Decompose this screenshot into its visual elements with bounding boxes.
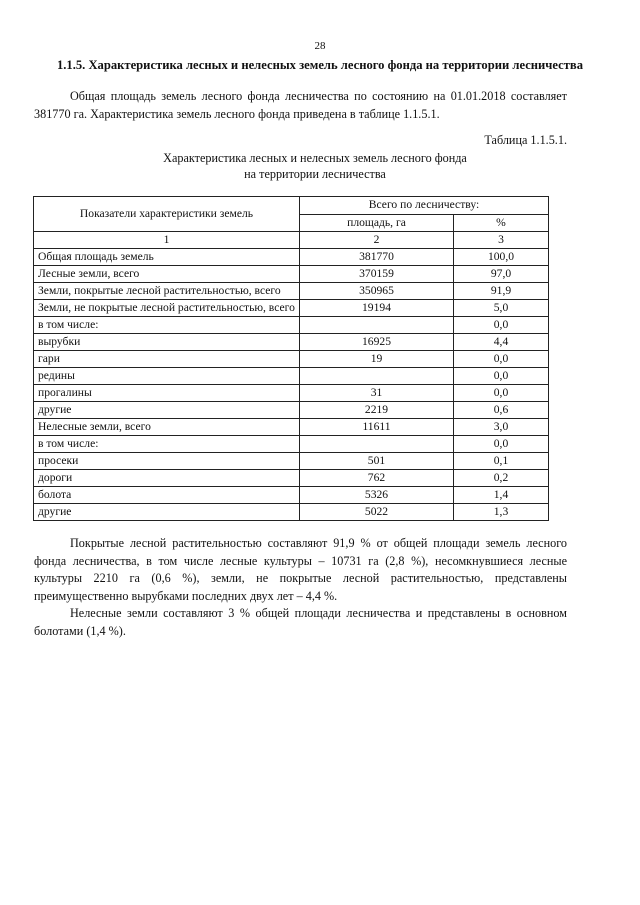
section-heading: 1.1.5. Характеристика лесных и нелесных земель лесного фонда на территории лесничества bbox=[56, 58, 584, 72]
table-row bbox=[34, 402, 549, 419]
table-row bbox=[34, 487, 549, 504]
header-indicator: Показатели характеристики земель bbox=[34, 197, 300, 232]
row-area-cell: 11611 bbox=[300, 419, 454, 436]
row-area-cell bbox=[300, 317, 454, 334]
row-name-cell: другие bbox=[34, 504, 300, 521]
row-name-cell: гари bbox=[34, 351, 300, 368]
paragraph-coverage: Покрытые лесной растительностью составляют 91,9 % от общей площади земель лесного фонда лесничества, в том числе лесные культуры – 10731 га (2,8 %), несомкнувшиеся лесные культуры 2210 га (0,6 %), земли, не покрытые лесной растительностью, представлены преимущественно вырубками последних двух лет – 4,4 %. bbox=[34, 536, 567, 603]
table-row bbox=[34, 266, 549, 283]
row-name-cell: Общая площадь земель bbox=[34, 249, 300, 266]
row-name-cell: редины bbox=[34, 368, 300, 385]
paragraph-non-forest: Нелесные земли составляют 3 % общей площади лесничества и представлены в основном болотами (1,4 %). bbox=[34, 606, 567, 638]
row-percent-cell: 0,0 bbox=[454, 385, 549, 402]
row-area-cell bbox=[300, 436, 454, 453]
header-area: площадь, га bbox=[300, 214, 454, 232]
table-row bbox=[34, 504, 549, 521]
row-percent-cell: 100,0 bbox=[454, 249, 549, 266]
table-caption-line-1: Характеристика лесных и нелесных земель лесного фонда bbox=[163, 151, 467, 165]
table-row bbox=[34, 317, 549, 334]
table-row bbox=[34, 334, 549, 351]
table-row bbox=[34, 300, 549, 317]
row-name-cell: другие bbox=[34, 402, 300, 419]
intro-paragraph: Общая площадь земель лесного фонда лесничества по состоянию на 01.01.2018 составляет 381770 га. Характеристика земель лесного фонда приведена в таблице 1.1.5.1. bbox=[34, 89, 567, 121]
row-name-cell: Земли, не покрытые лесной растительностью, всего bbox=[34, 300, 300, 317]
row-percent-cell: 1,3 bbox=[454, 504, 549, 521]
table-number: Таблица 1.1.5.1. bbox=[484, 133, 567, 147]
row-percent-cell: 4,4 bbox=[454, 334, 549, 351]
row-percent-cell: 5,0 bbox=[454, 300, 549, 317]
table-caption bbox=[0, 150, 630, 182]
row-name-cell: болота bbox=[34, 487, 300, 504]
land-characteristics-table bbox=[33, 196, 549, 521]
row-percent-cell: 97,0 bbox=[454, 266, 549, 283]
table-caption-line-2: на территории лесничества bbox=[244, 167, 386, 181]
table-row bbox=[34, 453, 549, 470]
row-percent-cell: 0,2 bbox=[454, 470, 549, 487]
table-row bbox=[34, 249, 549, 266]
row-percent-cell: 0,0 bbox=[454, 351, 549, 368]
row-name-cell: дороги bbox=[34, 470, 300, 487]
row-area-cell bbox=[300, 368, 454, 385]
table-body bbox=[34, 249, 549, 521]
row-area-cell: 31 bbox=[300, 385, 454, 402]
row-percent-cell: 0,0 bbox=[454, 368, 549, 385]
row-area-cell: 2219 bbox=[300, 402, 454, 419]
row-percent-cell: 0,6 bbox=[454, 402, 549, 419]
column-number-1: 1 bbox=[34, 232, 300, 249]
row-percent-cell: 0,1 bbox=[454, 453, 549, 470]
row-name-cell: Лесные земли, всего bbox=[34, 266, 300, 283]
table-row bbox=[34, 368, 549, 385]
row-name-cell: в том числе: bbox=[34, 436, 300, 453]
row-area-cell: 762 bbox=[300, 470, 454, 487]
row-area-cell: 5022 bbox=[300, 504, 454, 521]
row-name-cell: просеки bbox=[34, 453, 300, 470]
row-percent-cell: 0,0 bbox=[454, 436, 549, 453]
row-area-cell: 350965 bbox=[300, 283, 454, 300]
row-percent-cell: 0,0 bbox=[454, 317, 549, 334]
header-percent: % bbox=[454, 214, 549, 232]
row-area-cell: 370159 bbox=[300, 266, 454, 283]
row-area-cell: 19 bbox=[300, 351, 454, 368]
row-name-cell: прогалины bbox=[34, 385, 300, 402]
table-row bbox=[34, 470, 549, 487]
column-number-3: 3 bbox=[454, 232, 549, 249]
row-area-cell: 5326 bbox=[300, 487, 454, 504]
row-percent-cell: 3,0 bbox=[454, 419, 549, 436]
table-row bbox=[34, 283, 549, 300]
table-row bbox=[34, 351, 549, 368]
header-total: Всего по лесничеству: bbox=[300, 197, 549, 215]
row-name-cell: вырубки bbox=[34, 334, 300, 351]
row-percent-cell: 1,4 bbox=[454, 487, 549, 504]
table-row bbox=[34, 436, 549, 453]
row-name-cell: Земли, покрытые лесной растительностью, всего bbox=[34, 283, 300, 300]
page-number: 28 bbox=[314, 40, 326, 52]
row-name-cell: в том числе: bbox=[34, 317, 300, 334]
row-area-cell: 381770 bbox=[300, 249, 454, 266]
row-area-cell: 19194 bbox=[300, 300, 454, 317]
column-number-2: 2 bbox=[300, 232, 454, 249]
table-row bbox=[34, 385, 549, 402]
row-percent-cell: 91,9 bbox=[454, 283, 549, 300]
row-name-cell: Нелесные земли, всего bbox=[34, 419, 300, 436]
row-area-cell: 501 bbox=[300, 453, 454, 470]
table-row bbox=[34, 419, 549, 436]
row-area-cell: 16925 bbox=[300, 334, 454, 351]
